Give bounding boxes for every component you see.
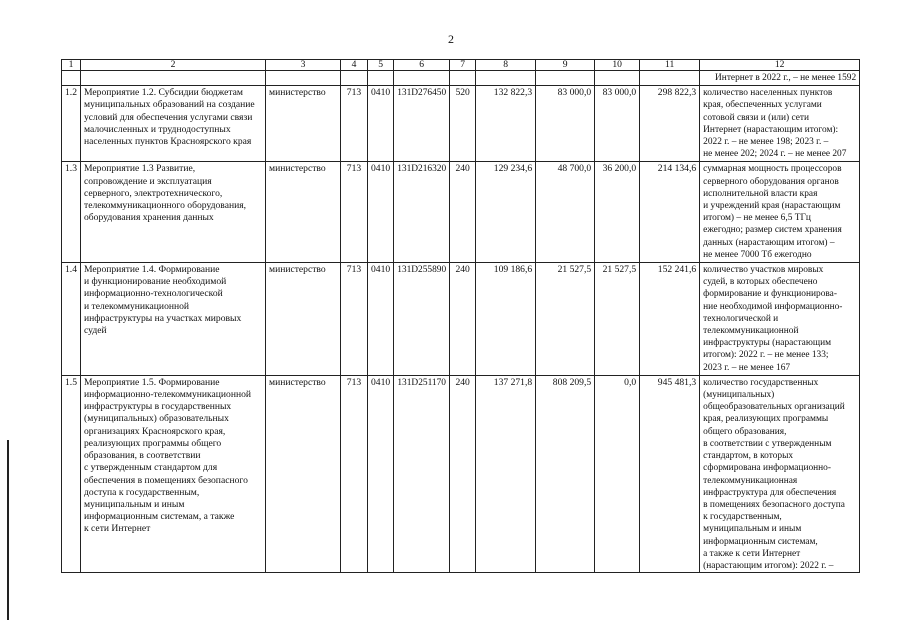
funding-2024: 36 200,0: [595, 162, 640, 263]
result-indicator-line: и учреждений края (нарастающим: [703, 201, 841, 212]
grbs-code: 713: [341, 86, 368, 162]
column-number: 9: [536, 60, 595, 71]
result-indicator-line: суммарная мощность процессоров: [703, 164, 842, 175]
result-indicator-line: количество населенных пунктов: [703, 88, 833, 99]
result-indicator-line: а также к сети Интернет: [703, 548, 801, 559]
result-indicator-line: телекоммуникационной: [703, 326, 799, 337]
result-indicator-line: стандартом, в которых: [703, 451, 794, 462]
event-description-line: телекоммуникационного оборудования,: [84, 200, 247, 212]
row-number: 1.2: [62, 86, 81, 162]
column-number: 8: [476, 60, 536, 71]
event-description-line: к сети Интернет: [84, 523, 151, 535]
result-indicator: [700, 86, 860, 162]
column-number: 1: [62, 60, 81, 71]
table-row: [62, 86, 860, 162]
funding-2023: 808 209,5: [536, 375, 595, 572]
event-description-line: Мероприятие 1.4. Формирование: [84, 264, 220, 276]
result-indicator-line: общеобразовательных организаций: [703, 402, 845, 413]
column-number: 3: [266, 60, 341, 71]
column-number: 6: [394, 60, 450, 71]
grbs-code: 713: [341, 375, 368, 572]
event-description-line: судей: [84, 325, 107, 337]
section-code: 0410: [368, 263, 394, 376]
grbs-code: 713: [341, 162, 368, 263]
result-indicator: [700, 162, 860, 263]
event-description: [81, 86, 266, 162]
result-indicator-line: к государственным,: [703, 512, 782, 523]
funding-total: 152 241,6: [640, 263, 700, 376]
event-description-line: обеспечения в помещениях безопасного: [84, 474, 248, 486]
event-description-line: муниципальным и иным: [84, 498, 185, 510]
result-indicator-line: края, реализующих программы: [703, 414, 829, 425]
result-indicator-line: судей, в которых обеспечено: [703, 277, 818, 288]
executor: министерство: [266, 162, 341, 263]
event-description-line: оборудования хранения данных: [84, 212, 214, 224]
row-number: 1.3: [62, 162, 81, 263]
event-description-line: малочисленных и труднодоступных: [84, 123, 231, 135]
result-indicator-line: не менее 7000 Тб ежегодно: [703, 249, 812, 260]
event-description-line: образования, в соответствии: [84, 450, 201, 462]
expense-type: 240: [450, 263, 476, 376]
table-row: [62, 375, 860, 572]
column-number: 10: [595, 60, 640, 71]
column-number-row: [62, 60, 860, 71]
event-description-line: Мероприятие 1.5. Формирование: [84, 376, 220, 388]
result-indicator-line: количество государственных: [703, 377, 819, 388]
target-article: 131D276450: [394, 86, 450, 162]
target-article: 131D216320: [394, 162, 450, 263]
grbs-code: 713: [341, 263, 368, 376]
event-description-line: Мероприятие 1.3 Развитие,: [84, 163, 196, 175]
funding-2024: 21 527,5: [595, 263, 640, 376]
result-indicator-line: серверного оборудования органов: [703, 176, 839, 187]
event-description-line: Мероприятие 1.2. Субсидии бюджетам: [84, 87, 243, 99]
result-indicator-line: ежегодно; размер систем хранения: [703, 225, 842, 236]
result-indicator-line: технологической и: [703, 313, 779, 324]
event-description-line: информационно-телекоммуникационной: [84, 389, 252, 401]
result-indicator-line: края, обеспеченных услугами: [703, 100, 822, 111]
table-row: [62, 162, 860, 263]
result-indicator-line: итогом) – не менее 6,5 ТГц: [703, 213, 811, 224]
event-description: [81, 162, 266, 263]
event-description-line: доступа к государственным,: [84, 486, 200, 498]
margin-line: [7, 440, 9, 620]
result-indicator-line: 2022 г. – не менее 198; 2023 г. –: [703, 137, 829, 148]
result-indicator-line: итогом): 2022 г. – не менее 133;: [703, 350, 829, 361]
event-description-line: условий для обеспечения услугами связи: [84, 111, 253, 123]
event-description-line: инфраструктуры на участках мировых: [84, 312, 242, 324]
program-events-table: [61, 59, 860, 573]
executor: министерство: [266, 375, 341, 572]
target-article: 131D251170: [394, 375, 450, 572]
row-number: 1.5: [62, 375, 81, 572]
table-row: [62, 263, 860, 376]
event-description-line: реализующих программы общего: [84, 437, 222, 449]
result-indicator-line: инфраструктуры (нарастающим: [703, 338, 832, 349]
result-indicator-line: муниципальным и иным: [703, 524, 802, 535]
event-description-line: и функционирование необходимой: [84, 276, 227, 288]
funding-2022: 132 822,3: [476, 86, 536, 162]
event-description-line: и телекоммуникационной: [84, 300, 190, 312]
result-indicator-line: данных (нарастающим итогом) –: [703, 237, 835, 248]
funding-2023: 21 527,5: [536, 263, 595, 376]
funding-2024: 83 000,0: [595, 86, 640, 162]
section-code: 0410: [368, 162, 394, 263]
section-code: 0410: [368, 86, 394, 162]
result-indicator-line: количество участков мировых: [703, 265, 824, 276]
expense-type: 240: [450, 162, 476, 263]
result-indicator-line: (нарастающим итогом): 2022 г. –: [703, 560, 834, 571]
result-indicator-line: сотовой связи и (или) сети: [703, 112, 810, 123]
executor: министерство: [266, 86, 341, 162]
row-number: 1.4: [62, 263, 81, 376]
event-description-line: инфраструктуры в государственных: [84, 401, 232, 413]
column-number: 5: [368, 60, 394, 71]
result-indicator-line: ние необходимой информационно-: [703, 301, 843, 312]
funding-2022: 109 186,6: [476, 263, 536, 376]
event-description: [81, 375, 266, 572]
funding-total: 945 481,3: [640, 375, 700, 572]
funding-total: 214 134,6: [640, 162, 700, 263]
result-indicator-line: сформирована информационно-: [703, 463, 831, 474]
event-description-line: сопровождение и эксплуатация: [84, 175, 212, 187]
executor: министерство: [266, 263, 341, 376]
result-indicator: [700, 263, 860, 376]
event-description-line: информационно-технологической: [84, 288, 223, 300]
expense-type: 240: [450, 375, 476, 572]
result-indicator-line: исполнительной власти края: [703, 188, 818, 199]
event-description-line: организациях Красноярского края,: [84, 425, 226, 437]
funding-2023: 83 000,0: [536, 86, 595, 162]
funding-2024: 0,0: [595, 375, 640, 572]
column-number: 12: [700, 60, 860, 71]
page-number: 2: [448, 32, 454, 46]
column-number: 4: [341, 60, 368, 71]
result-indicator-line: общего образования,: [703, 426, 787, 437]
result-indicator-line: телекоммуникационная: [703, 475, 798, 486]
event-description-line: муниципальных образований на создание: [84, 99, 255, 111]
result-indicator-line: не менее 202; 2024 г. – не менее 207: [703, 149, 847, 160]
result-indicator-line: в помещениях безопасного доступа: [703, 499, 845, 510]
funding-2023: 48 700,0: [536, 162, 595, 263]
expense-type: 520: [450, 86, 476, 162]
result-indicator: [700, 375, 860, 572]
result-indicator-line: 2023 г. – не менее 167: [703, 362, 791, 373]
result-indicator-line: в соответствии с утвержденным: [703, 438, 832, 449]
event-description-line: серверного, электротехнического,: [84, 187, 223, 199]
column-number: 2: [81, 60, 266, 71]
event-description-line: с утвержденным стандартом для: [84, 462, 218, 474]
result-indicator-line: Интернет (нарастающим итогом):: [703, 124, 839, 135]
target-article: 131D255890: [394, 263, 450, 376]
continuation-text: Интернет в 2022 г., – не менее 1592: [700, 71, 860, 86]
result-indicator-line: инфраструктура для обеспечения: [703, 487, 837, 498]
event-description-line: информационным системам, а также: [84, 511, 235, 523]
continuation-row: [62, 71, 860, 86]
funding-2022: 137 271,8: [476, 375, 536, 572]
section-code: 0410: [368, 375, 394, 572]
event-description-line: населенных пунктов Красноярского края: [84, 136, 252, 148]
column-number: 11: [640, 60, 700, 71]
column-number: 7: [450, 60, 476, 71]
result-indicator-line: (муниципальных): [703, 390, 775, 401]
event-description-line: (муниципальных) образовательных: [84, 413, 229, 425]
result-indicator-line: формирование и функционирова-: [703, 289, 837, 300]
result-indicator-line: информационным системам,: [703, 536, 818, 547]
event-description: [81, 263, 266, 376]
funding-total: 298 822,3: [640, 86, 700, 162]
funding-2022: 129 234,6: [476, 162, 536, 263]
